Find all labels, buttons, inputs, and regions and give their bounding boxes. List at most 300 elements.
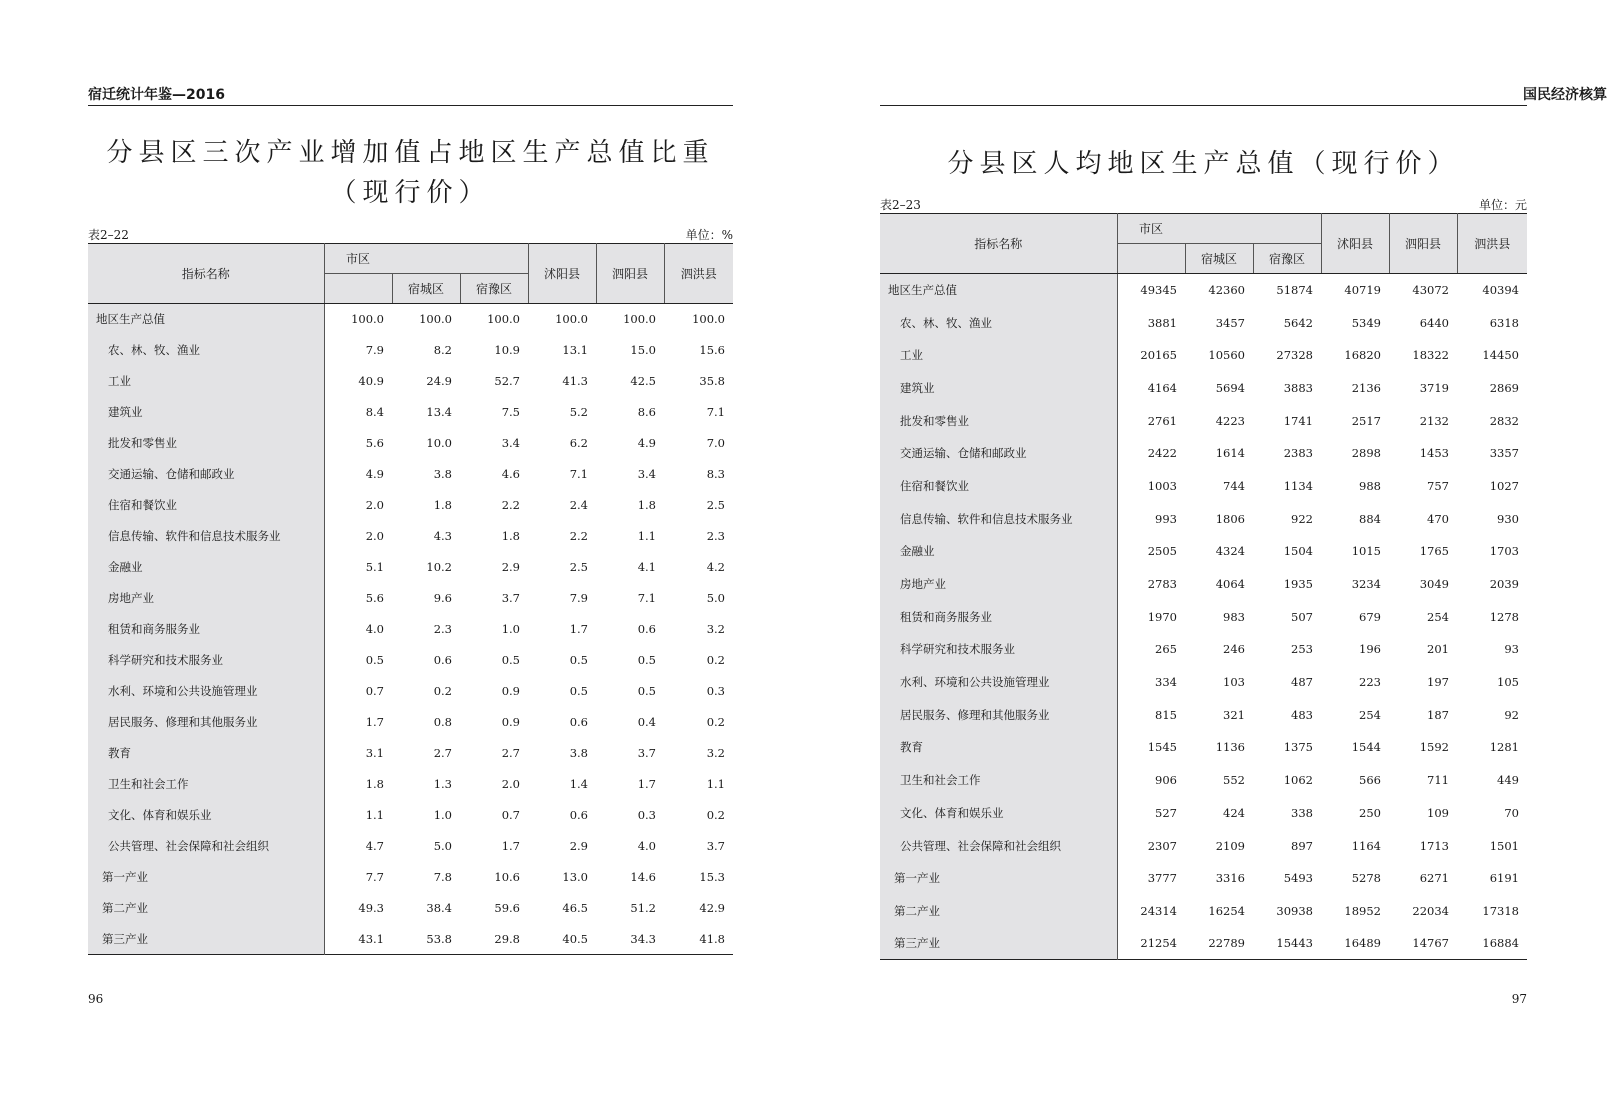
row-label: 建筑业 <box>880 372 1117 405</box>
row-value: 5.6 <box>365 591 384 605</box>
header-indicator: 指标名称 <box>88 244 324 304</box>
row-value: 1.1 <box>365 808 384 822</box>
row-value: 0.5 <box>569 684 588 698</box>
row-value: 424 <box>1223 805 1245 820</box>
row-value: 5278 <box>1351 871 1381 886</box>
row-value: 1806 <box>1215 511 1245 526</box>
row-value: 40.9 <box>358 374 384 388</box>
row-value: 7.1 <box>706 405 725 419</box>
row-label: 居民服务、修理和其他服务业 <box>88 707 324 738</box>
row-value: 7.8 <box>433 870 452 884</box>
row-value: 1.8 <box>501 529 520 543</box>
row-value: 6318 <box>1489 315 1519 330</box>
table-row <box>880 895 1527 928</box>
table-row <box>880 633 1527 666</box>
row-value: 1.7 <box>569 622 588 636</box>
row-value: 3.7 <box>501 591 520 605</box>
row-value: 5.2 <box>569 405 588 419</box>
table-2-22-body <box>88 304 733 955</box>
row-value: 7.1 <box>569 467 588 481</box>
row-value: 2832 <box>1489 413 1519 428</box>
row-value: 3719 <box>1419 380 1449 395</box>
row-value: 1935 <box>1283 577 1313 592</box>
row-value: 223 <box>1359 675 1381 690</box>
row-value: 42.9 <box>699 901 725 915</box>
row-value: 3.4 <box>637 467 656 481</box>
row-value: 679 <box>1359 609 1381 624</box>
row-label: 水利、环境和公共设施管理业 <box>88 676 324 707</box>
row-value: 70 <box>1504 805 1519 820</box>
row-label: 地区生产总值 <box>880 274 1117 307</box>
row-value: 5.1 <box>365 560 384 574</box>
row-label: 第一产业 <box>88 862 324 893</box>
row-value: 7.5 <box>501 405 520 419</box>
row-value: 2.0 <box>365 529 384 543</box>
row-value: 10.0 <box>426 436 452 450</box>
row-value: 4223 <box>1215 413 1245 428</box>
row-value: 1003 <box>1147 478 1177 493</box>
row-value: 9.6 <box>433 591 452 605</box>
row-value: 1544 <box>1351 740 1381 755</box>
row-value: 5694 <box>1215 380 1245 395</box>
row-value: 1713 <box>1419 838 1449 853</box>
row-value: 41.3 <box>562 374 588 388</box>
row-value: 42.5 <box>630 374 656 388</box>
row-value: 0.3 <box>637 808 656 822</box>
row-value: 3357 <box>1489 446 1519 461</box>
table-row <box>88 707 733 738</box>
table-row <box>880 666 1527 699</box>
row-value: 38.4 <box>426 901 452 915</box>
row-value: 100.0 <box>623 312 656 327</box>
table-row <box>880 535 1527 568</box>
row-value: 35.8 <box>699 374 725 388</box>
row-value: 7.0 <box>706 436 725 450</box>
row-value: 109 <box>1427 805 1449 820</box>
row-value: 1765 <box>1419 544 1449 559</box>
table-row <box>88 552 733 583</box>
row-value: 2505 <box>1147 544 1177 559</box>
row-label: 文化、体育和娱乐业 <box>880 797 1117 830</box>
row-value: 1136 <box>1215 740 1245 755</box>
row-value: 105 <box>1497 675 1519 690</box>
row-value: 2.7 <box>433 746 452 760</box>
row-value: 4.3 <box>433 529 452 543</box>
row-value: 338 <box>1291 805 1313 820</box>
row-value: 59.6 <box>494 901 520 915</box>
header-sucheng: 宿城区 <box>1185 244 1253 274</box>
row-value: 30938 <box>1276 903 1313 918</box>
row-value: 0.9 <box>501 715 520 729</box>
table-row <box>880 274 1527 307</box>
row-value: 6271 <box>1419 871 1449 886</box>
header-suyu: 宿豫区 <box>1253 244 1321 274</box>
row-value: 1.7 <box>501 839 520 853</box>
row-value: 4.0 <box>365 622 384 636</box>
row-value: 253 <box>1291 642 1313 657</box>
row-value: 1281 <box>1489 740 1519 755</box>
row-value: 14767 <box>1412 936 1449 951</box>
header-rule-left <box>88 105 733 106</box>
row-value: 334 <box>1155 675 1177 690</box>
header-siyang: 泗阳县 <box>596 244 664 304</box>
row-label: 第一产业 <box>880 862 1117 895</box>
row-value: 1703 <box>1489 544 1519 559</box>
row-label: 居民服务、修理和其他服务业 <box>880 698 1117 731</box>
row-value: 4064 <box>1215 577 1245 592</box>
row-value: 2039 <box>1489 577 1519 592</box>
row-value: 0.6 <box>637 622 656 636</box>
row-value: 2.4 <box>569 498 588 512</box>
title-line-2: （现行价） <box>330 178 491 208</box>
row-value: 2.3 <box>433 622 452 636</box>
header-indicator: 指标名称 <box>880 214 1117 274</box>
row-value: 15.3 <box>699 870 725 884</box>
row-value: 49345 <box>1140 283 1177 298</box>
row-value: 24314 <box>1140 903 1177 918</box>
row-value: 3.2 <box>706 622 725 636</box>
row-value: 4.2 <box>706 560 725 574</box>
row-value: 14.6 <box>630 870 656 884</box>
row-value: 2109 <box>1215 838 1245 853</box>
row-label: 教育 <box>88 738 324 769</box>
row-value: 7.7 <box>365 870 384 884</box>
row-label: 信息传输、软件和信息技术服务业 <box>880 502 1117 535</box>
table-row <box>88 366 733 397</box>
row-value: 3777 <box>1147 871 1177 886</box>
running-head-left: 宿迁统计年鉴—2016 <box>88 87 225 103</box>
right-page: 国民经济核算 分县区人均地区生产总值（现行价） 表2–23 单位：元 指标名称 市区 沭阳县 泗阳县 泗洪县 宿城区 宿豫区 地区生产总值 49345 42360 51874 40719 43072 40394 农、林、牧、渔业 3881 3457 5642 5349 6440 6318 工业 20165 10560 27328 16820 18322 14450 建筑业 4164 5694 3883 2136 3719 2869 批发和零售业 2761 4223 1741 2517 2132 2832 交通运输、仓储和邮政业 2422 1614 2383 2898 1453 3357 住宿和餐饮业 1003 744 1134 988 757 1027 信息传输、软件和信息技术服务业 993 1806 922 884 470 930 金融业 2505 4324 1504 1015 1765 1703 房地产业 2783 4064 1935 3234 3049 2039 租赁和商务服务业 1970 983 507 679 254 1278 科学研究和技术服务业 265 246 253 196 201 93 水利、环境和公共设施管理业 334 103 487 223 197 105 居民服务、修理和其他服务业 815 321 483 254 187 92 教育 1545 1136 1375 1544 1592 1281 卫生和社会工作 906 552 1062 566 711 449 文化、体育和娱乐业 527 424 338 250 109 70 公共管理、社会保障和社会组织 2307 2109 897 1164 1713 1501 第一产业 3777 3316 5493 5278 6271 6191 第二产业 24314 16254 30938 18952 22034 17318 第三产业 21254 22789 15443 16489 14767 16884 97 <box>800 0 1609 1099</box>
row-value: 6440 <box>1419 315 1449 330</box>
header-rule-right <box>880 105 1527 106</box>
row-value: 0.5 <box>637 653 656 667</box>
row-value: 2.0 <box>501 777 520 791</box>
row-value: 3.2 <box>706 746 725 760</box>
row-label: 农、林、牧、渔业 <box>88 335 324 366</box>
row-value: 196 <box>1359 642 1381 657</box>
row-value: 711 <box>1427 773 1449 788</box>
row-value: 1.8 <box>637 498 656 512</box>
row-value: 1.0 <box>501 622 520 636</box>
row-value: 10.9 <box>494 343 520 357</box>
row-label: 住宿和餐饮业 <box>88 490 324 521</box>
row-value: 18322 <box>1412 348 1449 363</box>
row-value: 22789 <box>1208 936 1245 951</box>
table-row <box>88 769 733 800</box>
table-row <box>880 731 1527 764</box>
table-title-left <box>88 133 733 213</box>
row-value: 4.6 <box>501 467 520 481</box>
row-label: 第二产业 <box>880 895 1117 928</box>
row-value: 449 <box>1497 773 1519 788</box>
table-row <box>88 676 733 707</box>
row-value: 487 <box>1291 675 1313 690</box>
row-value: 1027 <box>1489 478 1519 493</box>
row-value: 0.5 <box>637 684 656 698</box>
row-value: 8.4 <box>365 405 384 419</box>
row-label: 房地产业 <box>88 583 324 614</box>
row-value: 0.6 <box>433 653 452 667</box>
row-value: 2.2 <box>501 498 520 512</box>
table-2-23 <box>880 213 1527 960</box>
row-value: 5.0 <box>706 591 725 605</box>
row-value: 4.0 <box>637 839 656 853</box>
row-value: 1.1 <box>637 529 656 543</box>
row-value: 507 <box>1291 609 1313 624</box>
row-value: 1.0 <box>433 808 452 822</box>
table-row <box>88 490 733 521</box>
row-value: 983 <box>1223 609 1245 624</box>
table-row <box>880 862 1527 895</box>
row-label: 工业 <box>880 339 1117 372</box>
row-value: 100.0 <box>692 312 725 327</box>
row-value: 3881 <box>1147 315 1177 330</box>
row-value: 16820 <box>1344 348 1381 363</box>
row-value: 49.3 <box>358 901 384 915</box>
row-value: 2.3 <box>706 529 725 543</box>
row-value: 2.9 <box>569 839 588 853</box>
row-value: 3.4 <box>501 436 520 450</box>
row-value: 1.1 <box>706 777 725 791</box>
row-value: 2869 <box>1489 380 1519 395</box>
row-value: 2.7 <box>501 746 520 760</box>
row-value: 0.5 <box>365 653 384 667</box>
table-row <box>880 404 1527 437</box>
row-value: 2132 <box>1419 413 1449 428</box>
row-value: 100.0 <box>487 312 520 327</box>
row-value: 5642 <box>1283 315 1313 330</box>
row-label: 水利、环境和公共设施管理业 <box>880 666 1117 699</box>
row-value: 0.2 <box>433 684 452 698</box>
row-value: 2.0 <box>365 498 384 512</box>
row-label: 教育 <box>880 731 1117 764</box>
row-value: 1501 <box>1489 838 1519 853</box>
row-value: 254 <box>1359 707 1381 722</box>
row-value: 0.2 <box>706 808 725 822</box>
table-row <box>88 304 733 335</box>
row-value: 993 <box>1155 511 1177 526</box>
table-row <box>880 698 1527 731</box>
row-value: 0.7 <box>501 808 520 822</box>
row-value: 884 <box>1359 511 1381 526</box>
row-value: 8.6 <box>637 405 656 419</box>
row-value: 6191 <box>1489 871 1519 886</box>
row-value: 197 <box>1427 675 1449 690</box>
row-value: 5349 <box>1351 315 1381 330</box>
row-value: 1164 <box>1351 838 1381 853</box>
table-row <box>880 470 1527 503</box>
left-page <box>0 0 800 1099</box>
table-row <box>88 738 733 769</box>
row-value: 1.8 <box>433 498 452 512</box>
row-value: 1545 <box>1147 740 1177 755</box>
row-value: 10.6 <box>494 870 520 884</box>
row-value: 321 <box>1223 707 1245 722</box>
row-value: 100.0 <box>555 312 588 327</box>
header-city: 市区 <box>324 244 528 274</box>
row-value: 470 <box>1427 511 1449 526</box>
row-value: 3234 <box>1351 577 1381 592</box>
row-value: 0.3 <box>706 684 725 698</box>
row-value: 24.9 <box>426 374 452 388</box>
row-value: 92 <box>1504 707 1519 722</box>
row-value: 14450 <box>1482 348 1519 363</box>
table-2-22 <box>88 243 733 955</box>
table-row <box>88 645 733 676</box>
header-sihong: 泗洪县 <box>664 244 733 304</box>
table-title-right: 分县区人均地区生产总值（现行价） <box>947 149 1460 179</box>
row-value: 34.3 <box>630 931 656 946</box>
row-value: 2307 <box>1147 838 1177 853</box>
table-row <box>88 831 733 862</box>
row-value: 5.6 <box>365 436 384 450</box>
row-value: 1278 <box>1489 609 1519 624</box>
row-label: 租赁和商务服务业 <box>880 600 1117 633</box>
row-value: 15443 <box>1276 936 1313 951</box>
row-value: 3883 <box>1283 380 1313 395</box>
row-value: 2.5 <box>569 560 588 574</box>
row-value: 2783 <box>1147 577 1177 592</box>
row-value: 13.1 <box>562 343 588 357</box>
row-value: 0.9 <box>501 684 520 698</box>
row-label: 卫生和社会工作 <box>88 769 324 800</box>
row-value: 988 <box>1359 478 1381 493</box>
row-value: 53.8 <box>426 931 452 946</box>
page-number-left: 96 <box>88 992 104 1006</box>
table-row <box>88 800 733 831</box>
row-value: 2422 <box>1147 446 1177 461</box>
row-value: 2517 <box>1351 413 1381 428</box>
row-value: 3.8 <box>433 467 452 481</box>
row-value: 1134 <box>1283 478 1313 493</box>
running-head-right: 国民经济核算 <box>1523 87 1607 103</box>
row-value: 93 <box>1504 642 1519 657</box>
row-value: 1062 <box>1283 773 1313 788</box>
row-value: 552 <box>1223 773 1245 788</box>
row-value: 4.7 <box>365 839 384 853</box>
table-row <box>880 797 1527 830</box>
row-value: 103 <box>1223 675 1245 690</box>
row-value: 7.9 <box>569 591 588 605</box>
row-value: 0.2 <box>706 715 725 729</box>
unit-label-right: 单位：元 <box>1478 198 1527 212</box>
row-value: 8.3 <box>706 467 725 481</box>
row-label: 住宿和餐饮业 <box>880 470 1117 503</box>
row-value: 566 <box>1359 773 1381 788</box>
row-label: 第三产业 <box>88 924 324 955</box>
row-value: 0.2 <box>706 653 725 667</box>
row-value: 254 <box>1427 609 1449 624</box>
table-row <box>880 339 1527 372</box>
row-value: 18952 <box>1344 903 1381 918</box>
row-value: 1592 <box>1419 740 1449 755</box>
row-label: 公共管理、社会保障和社会组织 <box>880 829 1117 862</box>
row-value: 3049 <box>1419 577 1449 592</box>
header-suyu: 宿豫区 <box>460 274 528 304</box>
row-value: 15.0 <box>630 343 656 357</box>
row-value: 1015 <box>1351 544 1381 559</box>
header-siyang: 泗阳县 <box>1389 214 1457 274</box>
row-value: 250 <box>1359 805 1381 820</box>
row-value: 22034 <box>1412 903 1449 918</box>
row-value: 5493 <box>1283 871 1313 886</box>
row-value: 1.8 <box>365 777 384 791</box>
row-value: 1.7 <box>365 715 384 729</box>
table-row <box>88 893 733 924</box>
row-value: 3.1 <box>365 746 384 760</box>
row-value: 16489 <box>1344 936 1381 951</box>
row-value: 1504 <box>1283 544 1313 559</box>
table-row <box>880 372 1527 405</box>
row-value: 0.5 <box>501 653 520 667</box>
row-value: 4.9 <box>637 436 656 450</box>
table-row <box>880 927 1527 960</box>
table-row <box>880 306 1527 339</box>
row-value: 0.7 <box>365 684 384 698</box>
row-value: 51.2 <box>630 901 656 915</box>
row-value: 1970 <box>1147 609 1177 624</box>
row-label: 金融业 <box>880 535 1117 568</box>
row-value: 8.2 <box>433 343 452 357</box>
row-value: 1614 <box>1215 446 1245 461</box>
table-row <box>88 862 733 893</box>
row-value: 17318 <box>1482 903 1519 918</box>
row-value: 4164 <box>1147 380 1177 395</box>
header-sihong: 泗洪县 <box>1457 214 1527 274</box>
unit-label-left: 单位：% <box>685 228 733 242</box>
row-value: 1.7 <box>637 777 656 791</box>
row-label: 交通运输、仓储和邮政业 <box>880 437 1117 470</box>
row-value: 16254 <box>1208 903 1245 918</box>
row-label: 科学研究和技术服务业 <box>88 645 324 676</box>
table-row <box>88 335 733 366</box>
row-label: 第二产业 <box>88 893 324 924</box>
row-label: 信息传输、软件和信息技术服务业 <box>88 521 324 552</box>
row-value: 10560 <box>1208 348 1245 363</box>
table-row <box>88 521 733 552</box>
table-row <box>880 502 1527 535</box>
row-value: 43.1 <box>358 931 384 946</box>
row-value: 27328 <box>1276 348 1313 363</box>
row-value: 1453 <box>1419 446 1449 461</box>
table-number-left: 表2–22 <box>88 228 129 242</box>
row-label: 房地产业 <box>880 568 1117 601</box>
row-label: 文化、体育和娱乐业 <box>88 800 324 831</box>
row-value: 1.4 <box>569 777 588 791</box>
row-value: 0.5 <box>569 653 588 667</box>
row-value: 897 <box>1291 838 1313 853</box>
row-value: 52.7 <box>494 374 520 388</box>
row-value: 2898 <box>1351 446 1381 461</box>
header-sucheng: 宿城区 <box>392 274 460 304</box>
title-line-1: 分县区三次产业增加值占地区生产总值比重 <box>106 138 715 168</box>
table-row <box>88 459 733 490</box>
row-label: 科学研究和技术服务业 <box>880 633 1117 666</box>
row-label: 建筑业 <box>88 397 324 428</box>
row-label: 金融业 <box>88 552 324 583</box>
row-value: 21254 <box>1140 936 1177 951</box>
row-value: 3457 <box>1215 315 1245 330</box>
row-value: 265 <box>1155 642 1177 657</box>
row-value: 3316 <box>1215 871 1245 886</box>
header-city: 市区 <box>1117 214 1321 244</box>
row-label: 批发和零售业 <box>88 428 324 459</box>
row-value: 815 <box>1155 707 1177 722</box>
row-value: 0.6 <box>569 808 588 822</box>
row-label: 第三产业 <box>880 927 1117 960</box>
row-value: 0.8 <box>433 715 452 729</box>
row-value: 29.8 <box>494 931 520 946</box>
